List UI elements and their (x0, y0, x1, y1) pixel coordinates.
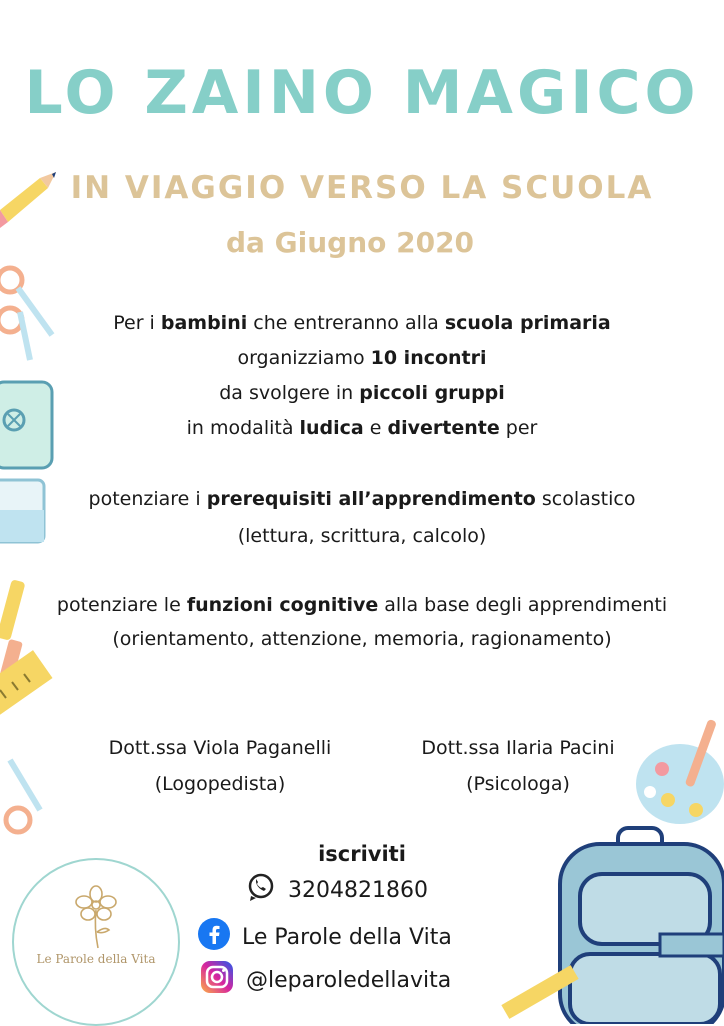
bold-text: 10 incontri (370, 347, 487, 369)
scissors-icon-2 (6, 760, 40, 832)
body-line (0, 381, 724, 405)
text-segment: che entreranno alla (247, 312, 445, 334)
logo-text: Le Parole della Vita (36, 952, 156, 966)
signature-name: Dott.ssa Viola Paganelli (108, 737, 332, 759)
text-segment: potenziare le (56, 594, 187, 616)
bold-text: prerequisiti all’apprendimento (206, 488, 536, 510)
bold-text: scuola primaria (444, 312, 611, 334)
text-segment: Per i (113, 312, 161, 334)
text-segment: per (499, 417, 538, 439)
instagram-row[interactable] (200, 960, 451, 1000)
bold-text: bambini (160, 312, 248, 334)
body-line (0, 311, 724, 335)
bold-text: piccoli gruppi (359, 382, 505, 404)
signature-role: (Psicologa) (466, 773, 570, 795)
page-title: LO ZAINO MAGICO (24, 58, 700, 128)
phone-number: 3204821860 (288, 877, 428, 903)
text-segment: scolastico (535, 488, 636, 510)
page-subtitle: IN VIAGGIO VERSO LA SCUOLA (70, 170, 654, 206)
signature-psicologa (368, 730, 668, 802)
body-line (0, 593, 724, 617)
backpack-icon (501, 828, 724, 1024)
signature-role: (Logopedista) (154, 773, 286, 795)
phone-row[interactable] (246, 872, 428, 908)
text-segment: (lettura, scrittura, calcolo) (237, 525, 487, 547)
body-line (0, 627, 724, 651)
text-segment: da svolgere in (219, 382, 360, 404)
body-line (0, 487, 724, 511)
body-line (0, 346, 724, 370)
bold-text: divertente (387, 417, 500, 439)
body-line (0, 416, 724, 440)
bold-text: ludica (299, 417, 364, 439)
whatsapp-icon (246, 872, 276, 908)
text-segment: in modalità (186, 417, 300, 439)
signature-logopedista (70, 730, 370, 802)
text-segment: alla base degli apprendimenti (378, 594, 668, 616)
signup-heading: iscriviti (318, 842, 406, 866)
facebook-row[interactable] (198, 918, 452, 956)
instagram-handle: @leparoledellavita (246, 967, 452, 993)
facebook-icon (198, 918, 230, 956)
text-segment: potenziare i (88, 488, 207, 510)
start-date: da Giugno 2020 (225, 226, 475, 259)
body-line (0, 524, 724, 548)
text-segment: organizziamo (237, 347, 371, 369)
signature-name: Dott.ssa Ilaria Pacini (421, 737, 615, 759)
logo (12, 858, 180, 1026)
flower-icon (74, 884, 118, 950)
bold-text: funzioni cognitive (186, 594, 379, 616)
text-segment: (orientamento, attenzione, memoria, ragionamento) (112, 628, 612, 650)
text-segment: e (363, 417, 388, 439)
facebook-page-name: Le Parole della Vita (242, 924, 452, 950)
instagram-icon (200, 960, 234, 1000)
